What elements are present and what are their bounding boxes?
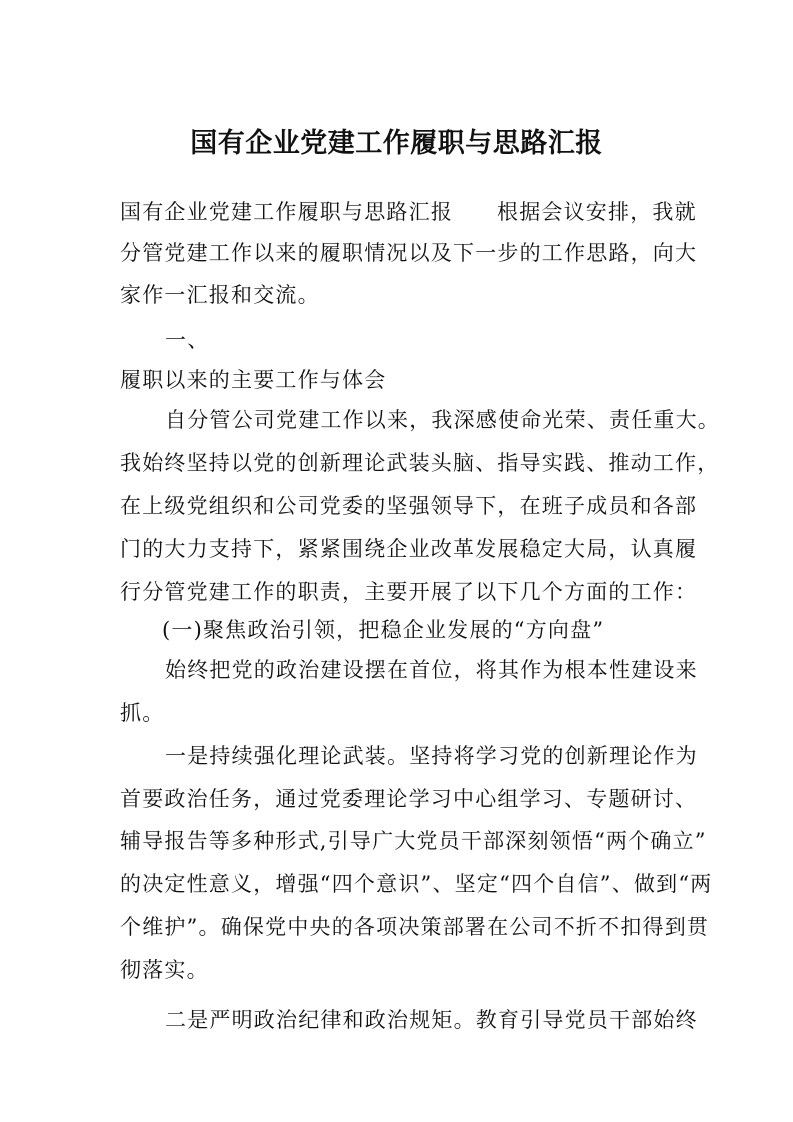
paragraph-line: 个维护”。确保党中央的各项决策部署在公司不折不扣得到贯: [120, 915, 710, 939]
paragraph-line: 行分管党建工作的职责，主要开展了以下几个方面的工作：: [120, 580, 698, 604]
document-title: 国有企业党建工作履职与思路汇报: [190, 128, 603, 159]
section-number: 一、: [165, 328, 210, 352]
paragraph-line: [120, 197, 697, 227]
paragraph-line: 始终把党的政治建设摆在首位，将其作为根本性建设来: [165, 658, 698, 682]
section-heading: 履职以来的主要工作与体会: [120, 368, 387, 392]
paragraph-line: 彻落实。: [120, 958, 209, 982]
paragraph-line: 辅导报告等多种形式,引导广大党员干部深刻领悟“两个确立”: [120, 829, 707, 853]
paragraph-line: 抓。: [120, 701, 165, 725]
paragraph-line: 自分管公司党建工作以来，我深感使命光荣、责任重大。: [165, 408, 720, 432]
paragraph-line: 的决定性意义，增强“四个意识”、坚定“四个自信”、做到“两: [120, 872, 713, 896]
paragraph-line: 分管党建工作以来的履职情况以及下一步的工作思路，向大: [120, 241, 698, 265]
paragraph-line: 家作一汇报和交流。: [120, 283, 320, 307]
subsection-heading: (一)聚焦政治引领，把稳企业发展的“方向盘”: [162, 618, 605, 642]
intro-start: 根据会议安排，我就: [497, 200, 697, 224]
inline-title-repeat: 国有企业党建工作履职与思路汇报: [120, 200, 453, 224]
paragraph-line: 我始终坚持以党的创新理论武装头脑、指导实践、推动工作，: [120, 451, 720, 475]
paragraph-line: 首要政治任务，通过党委理论学习中心组学习、专题研讨、: [120, 787, 698, 811]
paragraph-line: 门的大力支持下，紧紧围绕企业改革发展稳定大局，认真履: [120, 537, 698, 561]
paragraph-line: 在上级党组织和公司党委的坚强领导下，在班子成员和各部: [120, 494, 698, 518]
paragraph-line: 二是严明政治纪律和政治规矩。教育引导党员干部始终: [165, 1008, 698, 1032]
paragraph-line: 一是持续强化理论武装。坚持将学习党的创新理论作为: [165, 744, 698, 768]
